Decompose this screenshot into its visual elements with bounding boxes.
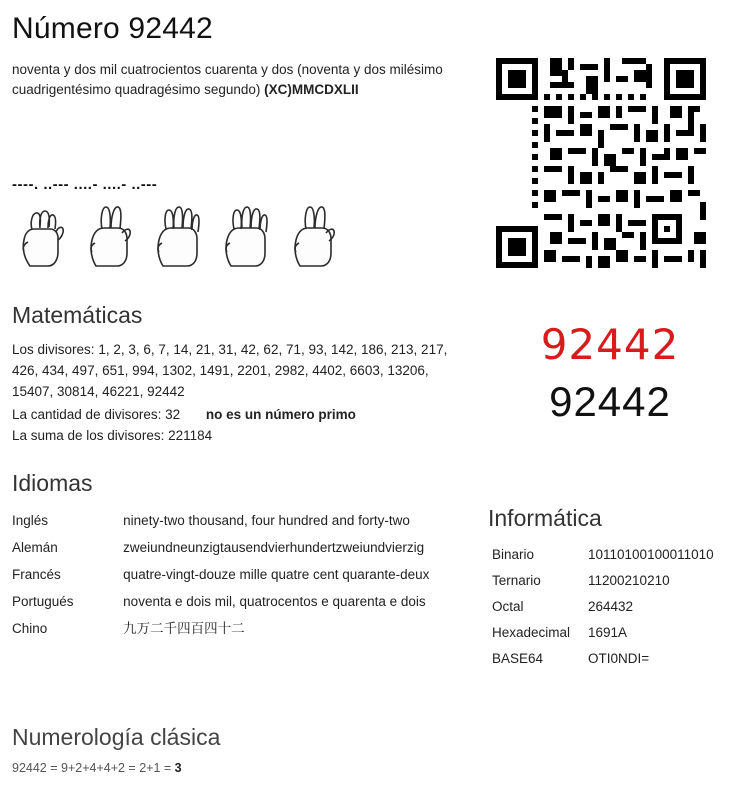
divisors-values: 1, 2, 3, 6, 7, 14, 21, 31, 42, 62, 71, 93, 142, 186, 213, 217, 426, 434, 497, 651, 994, 1302, 1491, 2201, 2982, 4402, 6603, 13206, 15407, 30814, 46221, 92442 — [12, 342, 448, 399]
table-row — [488, 568, 738, 594]
base-value: 11200210210 — [588, 573, 670, 588]
numerology-heading: Numerología clásica — [12, 724, 221, 750]
language-name: Francés — [12, 567, 61, 582]
table-row — [12, 561, 482, 588]
base-value: OTI0NDI= — [588, 651, 650, 666]
language-name: Alemán — [12, 540, 58, 555]
languages-section — [12, 470, 482, 642]
base-name: Binario — [492, 547, 535, 562]
math-section — [12, 302, 482, 446]
roman-numeral: (XC)MMCDXLII — [264, 82, 359, 97]
big-number-black: 92442 — [549, 378, 671, 425]
languages-heading: Idiomas — [12, 470, 93, 496]
informatics-table — [488, 542, 738, 672]
base-name: Octal — [492, 599, 524, 614]
hand-icon-2b — [282, 200, 344, 268]
page-title: Número 92442 — [12, 12, 213, 45]
number-in-words: noventa y dos mil cuatrocientos cuarenta y dos (noventa y dos milésimo cuadrigentésimo quadragésimo segundo) — [12, 62, 443, 97]
language-value: zweiundneunzigtausendvierhundertzweiundvierzig — [123, 540, 425, 555]
hand-icon-9 — [10, 200, 72, 268]
table-row — [488, 542, 738, 568]
language-name: Inglés — [12, 513, 49, 528]
informatics-section — [488, 505, 738, 672]
table-row — [488, 646, 738, 672]
table-row — [488, 594, 738, 620]
hand-icon-4b — [214, 200, 276, 268]
divisor-count-line — [12, 404, 482, 425]
informatics-heading: Informática — [488, 505, 602, 531]
numerology-result: 3 — [174, 761, 182, 775]
base-name: BASE64 — [492, 651, 544, 666]
table-row — [12, 588, 482, 615]
divisor-sum-line: La suma de los divisores: 221184 — [12, 428, 213, 443]
base-name: Hexadecimal — [492, 625, 571, 640]
qr-code — [490, 52, 712, 274]
numerology-section — [12, 724, 482, 775]
hand-icon-4a — [146, 200, 208, 268]
table-row — [12, 507, 482, 534]
table-row — [12, 615, 482, 642]
language-value: quatre-vingt-douze mille quatre cent quarante-deux — [123, 567, 430, 582]
number-description — [12, 60, 474, 100]
base-value: 264432 — [588, 599, 634, 614]
divisor-count: La cantidad de divisores: 32 — [12, 407, 181, 422]
base-name: Ternario — [492, 573, 541, 588]
math-heading: Matemáticas — [12, 302, 143, 328]
language-value: noventa e dois mil, quatrocentos e quarenta e dois — [123, 594, 426, 609]
base-value: 10110100100011010 — [588, 547, 714, 562]
language-value: 九万二千四百四十二 — [123, 621, 245, 636]
divisors-label: Los divisores: — [12, 342, 95, 357]
divisors-line — [12, 339, 467, 402]
language-value: ninety-two thousand, four hundred and forty-two — [123, 513, 410, 528]
hand-sign-digits — [10, 200, 350, 270]
base-value: 1691A — [588, 625, 628, 640]
language-name: Portugués — [12, 594, 74, 609]
table-row — [488, 620, 738, 646]
numerology-line — [12, 761, 482, 775]
table-row — [12, 534, 482, 561]
numerology-expression: 92442 = 9+2+4+4+2 = 2+1 = — [12, 761, 175, 775]
language-name: Chino — [12, 621, 48, 636]
big-number-red: 92442 — [540, 320, 680, 369]
hand-icon-2 — [78, 200, 140, 268]
morse-code: ----. ..--- ....- ....- ..--- — [12, 176, 158, 193]
prime-note: no es un número primo — [205, 407, 356, 422]
languages-table — [12, 507, 482, 642]
